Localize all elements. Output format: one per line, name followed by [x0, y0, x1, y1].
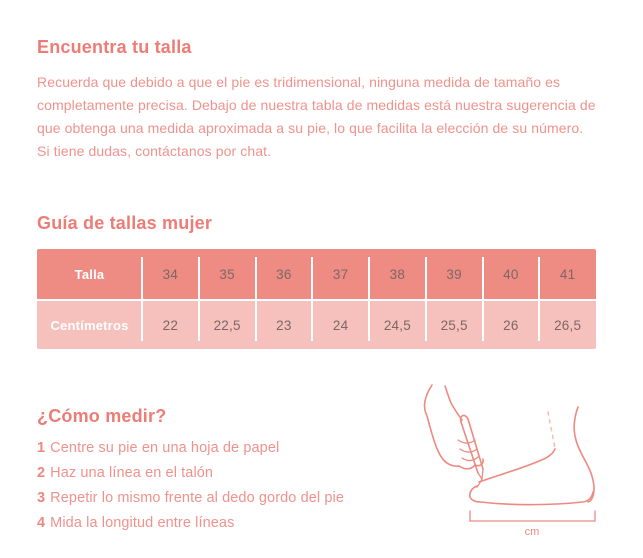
- column-divider: [425, 257, 427, 341]
- cm-cell: 24,5: [383, 317, 411, 333]
- size-cell: 40: [503, 266, 519, 282]
- cm-cell: 25,5: [440, 317, 468, 333]
- intro-line: que obtenga una medida aproximada a su pie, lo que facilita la elección de su número.: [37, 120, 584, 136]
- column-divider: [482, 257, 484, 341]
- step-number: 4: [37, 515, 46, 531]
- step-number: 3: [37, 490, 46, 506]
- step-text: Repetir lo mismo frente al dedo gordo del pie: [50, 490, 345, 506]
- step-number: 2: [37, 465, 46, 481]
- column-divider: [141, 257, 143, 341]
- intro-line: completamente precisa. Debajo de nuestra tabla de medidas está nuestra sugerencia de: [37, 97, 596, 113]
- table-row-sizes: [37, 249, 596, 299]
- column-divider: [368, 257, 370, 341]
- size-cell: 38: [389, 266, 406, 282]
- cm-cell: 22,5: [213, 317, 241, 333]
- size-table: [37, 249, 596, 349]
- step-text: Haz una línea en el talón: [50, 465, 214, 481]
- step-number: 1: [37, 440, 46, 456]
- size-cell: 41: [559, 266, 576, 282]
- step-text: Mida la longitud entre líneas: [50, 515, 235, 531]
- cm-label: cm: [524, 526, 540, 538]
- size-cell: 35: [219, 266, 235, 282]
- intro-paragraph: [37, 71, 643, 163]
- column-divider: [538, 257, 540, 341]
- cm-cell: 26: [503, 317, 519, 333]
- row-header-centimetros: Centímetros: [50, 317, 129, 333]
- size-cell: 34: [162, 266, 179, 282]
- size-cell: 36: [276, 266, 292, 282]
- foot-measurement-illustration: [415, 378, 625, 543]
- step-text: Centre su pie en una hoja de papel: [50, 440, 280, 456]
- cm-cell: 26,5: [554, 317, 582, 333]
- column-divider: [255, 257, 257, 341]
- cm-cell: 23: [276, 317, 292, 333]
- row-header-talla: Talla: [74, 266, 105, 282]
- cm-cell: 22: [162, 317, 179, 333]
- page-title: Encuentra tu talla: [37, 37, 192, 57]
- size-cell: 39: [446, 266, 462, 282]
- intro-line: Si tiene dudas, contáctanos por chat.: [37, 143, 272, 159]
- how-to-measure-heading: ¿Cómo medir?: [37, 406, 167, 426]
- intro-line: Recuerda que debido a que el pie es tridimensional, ninguna medida de tamaño es: [37, 74, 561, 90]
- size-cell: 37: [332, 266, 349, 282]
- foot-pencil-drawing-icon: [415, 378, 625, 543]
- table-row-centimeters: [37, 299, 596, 349]
- size-guide-heading: Guía de tallas mujer: [37, 213, 213, 233]
- column-divider: [198, 257, 200, 341]
- column-divider: [311, 257, 313, 341]
- cm-cell: 24: [332, 317, 349, 333]
